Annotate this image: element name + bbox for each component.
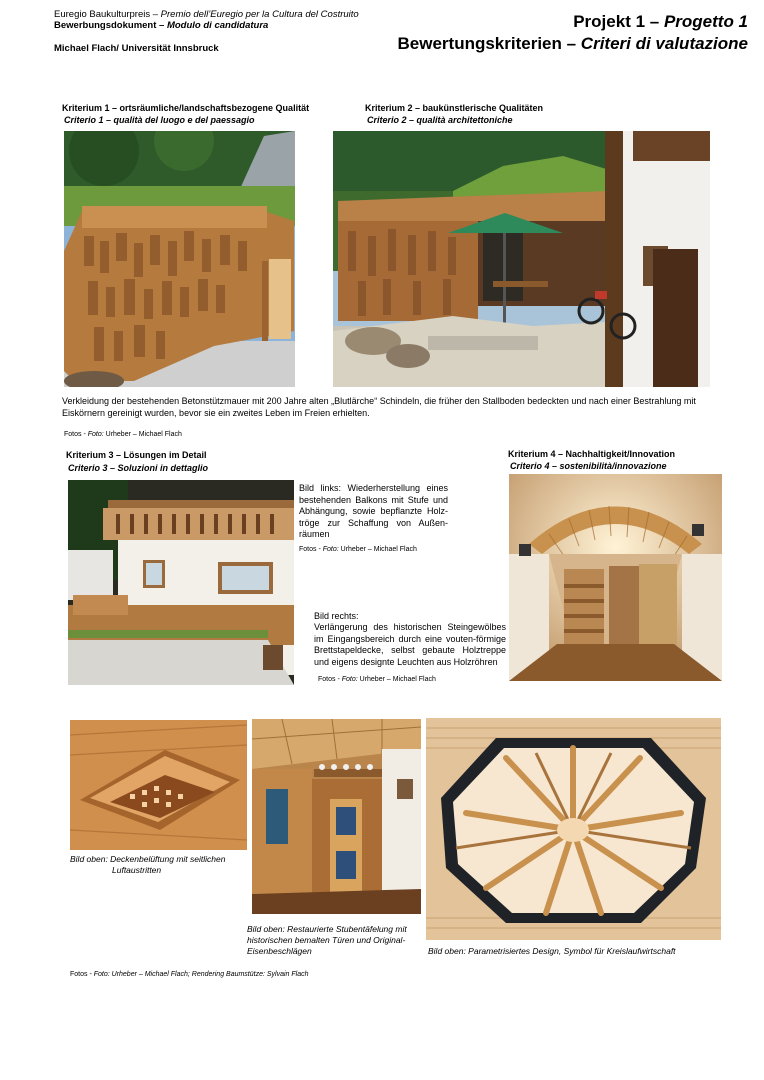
header-line-1-de: Euregio Baukulturpreis – <box>54 9 161 20</box>
photo-vaulted-corridor <box>509 474 722 681</box>
caption-parametric-ceiling: Bild oben: Parametrisiertes Design, Symbol für Kreislaufwirtschaft <box>428 946 676 956</box>
caption-ceiling-vent <box>70 854 250 876</box>
header-line-1-it: Premio dell’Euregio per la Cultura del Costruito <box>160 9 359 20</box>
credit-prefix: Fotos - <box>318 676 342 683</box>
row1-description: Verkleidung der bestehenden Betonstützmauer mit 200 Jahre alten „Blutlärche“ Schindeln, die früher den Stallboden bedeckten und nach einer Bestrahlung mit Eiskörnern gereinigt wurden, bevor sie ein zweites Leben im Freien erhielten. <box>62 396 696 418</box>
row2-right-image-text: Verlängerung des historischen Steingewölbes im Eingangsbereich durch eine vouten-förmige Brettstapeldecke, selbst gebaute Holztreppe und eigens designte Leuchten aus Holzröhren <box>314 622 506 667</box>
photo-ceiling-vent <box>70 720 247 850</box>
caption-ceiling-vent-line2: Luftaustritten <box>112 865 162 875</box>
title-kriterien-de: Bewertungskriterien – <box>397 34 581 53</box>
caption-ceiling-vent-line1: Bild oben: Deckenbelüftung mit seitlichen <box>70 854 226 864</box>
credit-prefix: Fotos - <box>70 971 94 978</box>
row2-right-image-heading: Bild rechts: <box>314 611 359 621</box>
photo-parametric-ceiling <box>426 718 721 940</box>
kriterium-3-title: Kriterium 3 – Lösungen im Detail <box>66 450 207 460</box>
credit-author: Urheber – Michael Flach; <box>109 971 192 978</box>
photo-balcony-house <box>68 480 294 685</box>
credit-rendering-author: Sylvain Flach <box>264 971 309 978</box>
credit-prefix: Fotos - <box>64 431 88 438</box>
kriterium-4-title: Kriterium 4 – Nachhaltigkeit/Innovation <box>508 449 676 459</box>
header-line-1 <box>54 9 364 20</box>
credit-rendering: Rendering Baumstütze: <box>191 971 265 978</box>
header-line-2-de: Bewerbungsdokument – <box>54 20 167 31</box>
header-line-2 <box>54 20 364 31</box>
row3-photo-credit <box>70 970 309 979</box>
row1-photo-credit <box>64 430 182 439</box>
kriterium-2-subtitle: Criterio 2 – qualità architettoniche <box>367 115 513 125</box>
photo-courtyard-umbrella <box>333 131 710 387</box>
title-projekt-de: Projekt 1 – <box>573 12 664 31</box>
photo-stube-panelling <box>252 719 421 914</box>
title-projekt-it: Progetto 1 <box>663 12 748 31</box>
caption-stube-panelling: Bild oben: Restaurierte Stubentäfelung mit historischen bemalten Türen und Original-Eisenbeschlägen <box>247 924 407 956</box>
title-kriterien-it: Criteri di valutazione <box>580 34 748 53</box>
credit-author: Urheber – Michael Flach <box>357 676 436 683</box>
kriterium-1-subtitle: Criterio 1 – qualità del luogo e del paessagio <box>64 115 255 125</box>
header-author: Michael Flach/ Universität Innsbruck <box>54 43 219 54</box>
header-line-2-it: Modulo di candidatura <box>166 20 269 31</box>
credit-author: Urheber – Michael Flach <box>103 431 182 438</box>
credit-foto: Foto: <box>93 971 110 978</box>
row2-left-credit <box>299 545 417 554</box>
photo-shingle-wall <box>64 131 295 387</box>
kriterium-2-title: Kriterium 2 – baukünstlerische Qualitäten <box>365 103 544 113</box>
credit-foto: Foto: <box>87 431 104 438</box>
row2-right-credit <box>318 675 436 684</box>
credit-prefix: Fotos - <box>299 546 323 553</box>
kriterium-3-subtitle: Criterio 3 – Soluzioni in dettaglio <box>68 463 209 473</box>
row2-left-image-text: Bild links: Wiederherstellung eines bestehenden Balkons mit Stufe und Abhängung, sowie bepflanzte Holz-tröge zur Schaffung von Außen-räumen <box>299 483 448 539</box>
page-title-projekt <box>573 12 748 32</box>
kriterium-4-subtitle: Criterio 4 – sostenibilità/innovazione <box>510 461 667 471</box>
credit-foto: Foto: <box>322 546 339 553</box>
kriterium-1-title: Kriterium 1 – ortsräumliche/landschaftsbezogene Qualität <box>62 103 310 113</box>
page-title-kriterien <box>398 34 748 54</box>
credit-foto: Foto: <box>341 676 358 683</box>
credit-author: Urheber – Michael Flach <box>338 546 417 553</box>
